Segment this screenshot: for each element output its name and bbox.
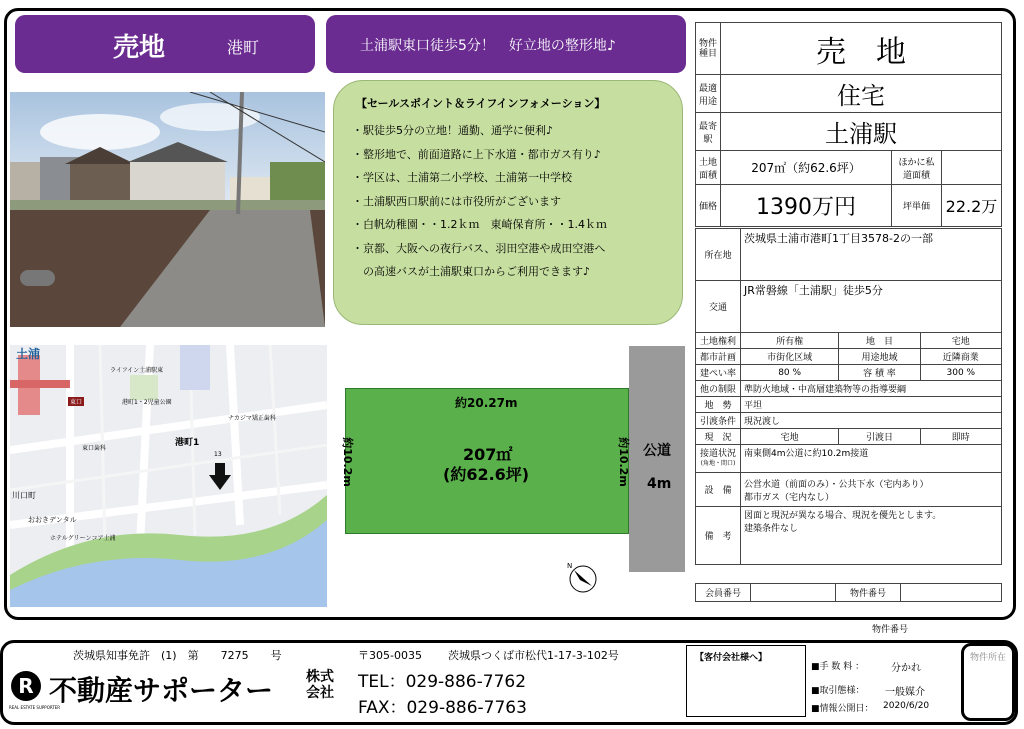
company-suffix: 株式会社	[306, 669, 334, 701]
label-row0-a: 土地権利	[696, 333, 741, 349]
label-station: 最寄駅	[696, 113, 721, 151]
value-member-no	[751, 584, 836, 602]
deal-value: 一般媒介	[885, 687, 925, 698]
value-road-contact: 南東側4m公道に約10.2m接道	[741, 445, 1002, 473]
plot-area-tsubo: (約62.6坪)	[443, 465, 530, 484]
value-remarks	[741, 507, 1002, 565]
fee-label: ■手 数 料 ：	[811, 662, 865, 672]
deal-label: ■取引態様：	[811, 686, 865, 696]
label-land-area: 土地面積	[696, 151, 721, 185]
label-private-road: ほかに私道面積	[892, 151, 942, 185]
value-access: JR常磐線「土浦駅」徒歩5分	[741, 281, 1002, 333]
map-label-minatomachi: 港町1	[175, 438, 200, 448]
list-item: ・京都、大阪への夜行バス、羽田空港や成田空港へ	[352, 241, 606, 255]
value-row2-b: 300 %	[920, 365, 1001, 381]
type-tag	[15, 15, 315, 73]
zip: 〒305-0035	[358, 649, 422, 662]
member-table	[695, 583, 1002, 602]
value-row1-a: 市街化区域	[741, 349, 839, 365]
info-date-label: ■情報公開日：	[811, 704, 874, 714]
label-status: 現 況	[696, 429, 741, 445]
value-terrain: 平坦	[741, 397, 1002, 413]
value-bukken: 売 地	[721, 23, 1002, 75]
value-row0-b: 宅地	[920, 333, 1001, 349]
value-saiteki: 住宅	[721, 75, 1002, 113]
road-width: 4m	[647, 476, 672, 492]
plot-area-m2: 207㎡	[463, 445, 513, 464]
property-photo	[10, 92, 325, 327]
plot-left-depth: 約10.2m	[340, 437, 354, 487]
map-label-hotel: ホテルグリーンコア土浦	[50, 535, 116, 542]
value-row1-b: 近隣商業	[920, 349, 1001, 365]
list-item: ・整形地で、前面道路に上下水道・都市ガス有り♪	[352, 147, 601, 161]
label-tsubo: 坪単価	[892, 185, 942, 227]
map-label-clinic: ナカジマ矯正歯科	[228, 415, 276, 422]
label-row1-a: 都市計画	[696, 349, 741, 365]
address: 茨城県つくば市松代1-17-3-102号	[448, 649, 619, 662]
broker-box	[686, 645, 806, 717]
label-road-contact	[696, 445, 741, 473]
remarks-line-1: 図面と現況が異なる場合、現況を優先とします。	[744, 511, 942, 521]
road-label: 公道	[643, 443, 671, 459]
sales-points-box	[333, 80, 683, 325]
label-handover-cond: 引渡条件	[696, 413, 741, 429]
area-map	[10, 345, 327, 607]
value-price: 1390万円	[721, 185, 892, 227]
label-access: 交通	[696, 281, 741, 333]
catch-tag	[326, 15, 686, 73]
label-location: 所在地	[696, 229, 741, 281]
type-label: 売地	[113, 33, 166, 63]
label-saiteki: 最適用途	[696, 75, 721, 113]
label-price: 価格	[696, 185, 721, 227]
value-other-limit: 準防火地域・中高層建築物等の指導要綱	[741, 381, 1002, 397]
map-label-tsuchiura: 土浦	[16, 347, 41, 361]
label-row2-b: 容 積 率	[839, 365, 920, 381]
map-label-higashiguchi: 東口	[70, 399, 83, 406]
info-date-value: 2020/6/20	[883, 701, 930, 711]
fee-value: 分かれ	[891, 663, 921, 674]
stamp-box	[961, 643, 1015, 721]
map-label-park: 港町1・2児童公園	[122, 399, 172, 406]
value-handover-cond: 現況渡し	[741, 413, 1002, 429]
remarks-line-2: 建築条件なし	[744, 524, 799, 534]
list-item: ・学区は、土浦第二小学校、土浦第一中学校	[352, 171, 572, 184]
label-member-no: 会員番号	[696, 584, 751, 602]
value-property-no	[901, 584, 1002, 602]
map-label-okidental: おおきデンタル	[28, 516, 77, 524]
label-facilities: 設 備	[696, 473, 741, 507]
catch-text: 土浦駅東口徒歩5分！ 好立地の整形地♪	[360, 38, 616, 54]
label-remarks: 備 考	[696, 507, 741, 565]
value-status: 宅地	[741, 429, 839, 445]
compass-icon	[568, 564, 598, 594]
plot-diagram	[335, 340, 685, 610]
facilities-line-2: 都市ガス（宅内なし）	[744, 492, 835, 503]
value-facilities	[741, 473, 1002, 507]
list-item: ・土浦駅西口駅前には市役所がございます	[352, 194, 561, 208]
map-label-library: ライフイン土浦駅東	[110, 367, 164, 374]
list-item: ・駅徒歩5分の立地！通勤、通学に便利♪	[352, 124, 554, 137]
value-private-road	[942, 151, 1002, 185]
map-label-13: 13	[214, 451, 222, 458]
list-item: の高速バスが土浦駅東口からご利用できます♪	[352, 265, 591, 278]
value-row0-a: 所有権	[741, 333, 839, 349]
value-handover-date: 即時	[920, 429, 1001, 445]
label-terrain: 地 勢	[696, 397, 741, 413]
stamp-label: 物件所在	[970, 653, 1007, 663]
sales-points-list	[352, 119, 607, 284]
facilities-line-1: 公営水道（前面のみ）・公共下水（宅内あり）	[744, 479, 929, 490]
footer-property-no-label: 物件番号	[872, 625, 909, 635]
map-label-akemachi: 川口町	[12, 491, 36, 500]
spec-table-top	[695, 22, 1002, 227]
area-label: 港町	[227, 38, 260, 57]
label-handover-date: 引渡日	[839, 429, 920, 445]
broker-box-title: 【客付会社様へ】	[695, 653, 768, 663]
spec-table-bottom	[695, 228, 1002, 565]
sales-points-title: 【セールスポイント＆ライフインフォメーション】	[356, 97, 606, 110]
plot-right-depth: 約10.2m	[616, 437, 630, 487]
fax: FAX：029-886-7763	[358, 698, 527, 718]
label-row1-b: 用途地域	[839, 349, 920, 365]
road-contact-sub: (角地・間口)	[700, 459, 736, 467]
footer	[0, 640, 1018, 725]
tel: TEL：029-886-7762	[358, 672, 527, 692]
value-location: 茨城県土浦市港町1丁目3578-2の一部	[741, 229, 1002, 281]
license: 茨城県知事免許 (1) 第 7275 号	[73, 649, 282, 662]
compass-label: N	[567, 562, 573, 570]
label-property-no: 物件番号	[836, 584, 901, 602]
value-row2-a: 80 %	[741, 365, 839, 381]
list-item: ・白帆幼稚園・・1.2ｋｍ 東崎保育所・・1.4ｋｍ	[352, 218, 607, 231]
value-land-area: 207㎡（約62.6坪）	[721, 151, 892, 185]
value-station: 土浦駅	[721, 113, 1002, 151]
plot-top-width: 約20.27m	[455, 396, 518, 410]
label-row2-a: 建ぺい率	[696, 365, 741, 381]
label-row0-b: 地 目	[839, 333, 920, 349]
road-contact-label: 接道状況	[699, 448, 736, 459]
logo-text: REAL ESTATE SUPPORTER	[9, 705, 61, 710]
company-logo-icon: R	[11, 671, 41, 701]
map-label-dental: 東口歯科	[82, 445, 107, 452]
label-other-limit: 他の制限	[696, 381, 741, 397]
label-bukken: 物件種目	[696, 23, 721, 75]
company-name: 不動産サポーター	[49, 674, 274, 707]
value-tsubo: 22.2万	[942, 185, 1002, 227]
